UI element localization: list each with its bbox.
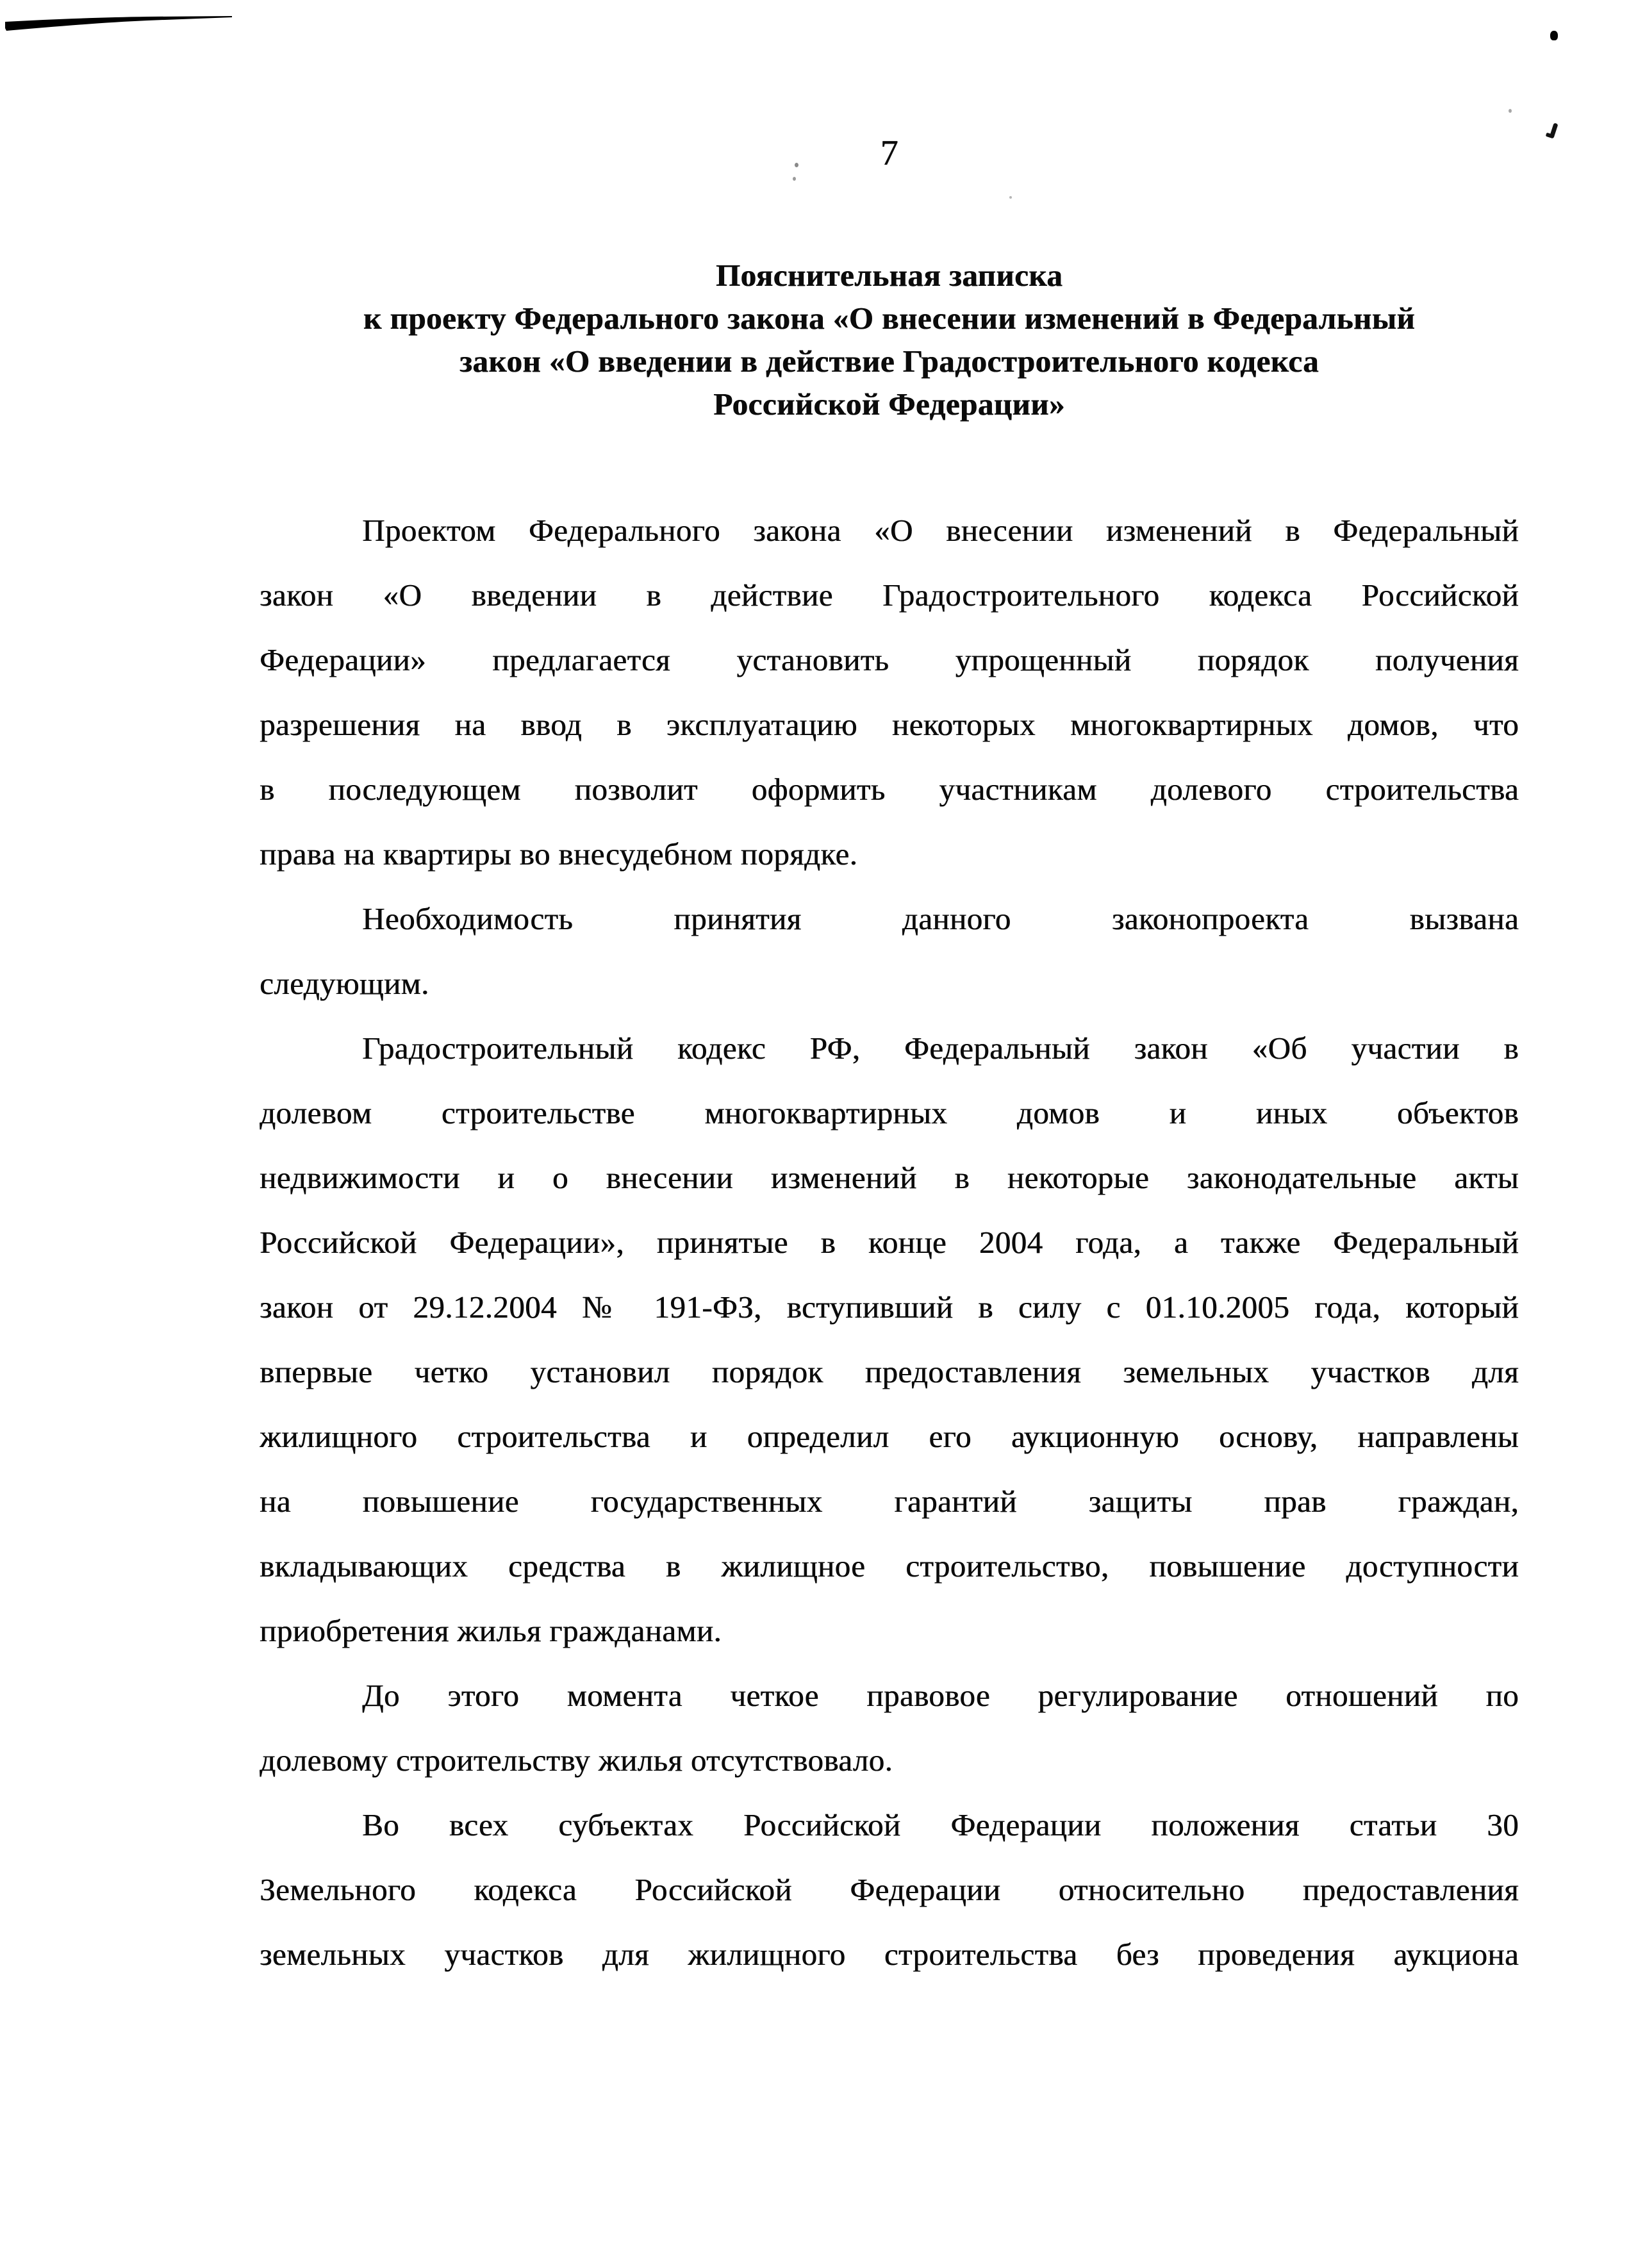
text-line: недвижимости и о внесении изменений в некоторые законодательные акты	[260, 1160, 1519, 1195]
text-line: приобретения жилья гражданами.	[260, 1613, 722, 1648]
paragraph	[260, 1792, 1519, 1987]
paragraph	[260, 498, 1519, 886]
title-line: Российской Федерации»	[713, 386, 1065, 422]
text-line: Необходимость принятия данного законопроекта вызвана	[362, 901, 1519, 936]
text-line: вкладывающих средства в жилищное строительство, повышение доступности	[260, 1548, 1519, 1584]
scan-speck-artifact	[793, 177, 796, 181]
text-line: долевом строительстве многоквартирных домов и иных объектов	[260, 1095, 1519, 1130]
text-line: долевому строительству жилья отсутствовало.	[260, 1742, 893, 1778]
scan-speck-artifact	[1009, 196, 1012, 199]
document-title	[260, 254, 1519, 426]
text-line: Федерации» предлагается установить упрощенный порядок получения	[260, 642, 1519, 677]
title-line: закон «О введении в действие Градостроительного кодекса	[459, 344, 1319, 379]
scan-streak-artifact	[0, 0, 256, 38]
text-line: Во всех субъектах Российской Федерации положения статьи 30	[362, 1807, 1519, 1842]
text-line: жилищного строительства и определил его аукционную основу, направлены	[260, 1419, 1519, 1454]
text-line: следующим.	[260, 966, 429, 1001]
text-line: До этого момента четкое правовое регулирование отношений по	[362, 1678, 1519, 1713]
page-number: 7	[880, 133, 898, 173]
paragraph	[260, 1016, 1519, 1663]
text-line: закон «О введении в действие Градостроительного кодекса Российской	[260, 577, 1519, 613]
title-line: к проекту Федерального закона «О внесении изменений в Федеральный	[363, 301, 1416, 336]
text-line: на повышение государственных гарантий защиты прав граждан,	[260, 1484, 1519, 1519]
text-line: в последующем позволит оформить участникам долевого строительства	[260, 772, 1519, 807]
text-line: закон от 29.12.2004 № 191-ФЗ, вступивший в силу с 01.10.2005 года, который	[260, 1289, 1519, 1325]
ink-dot-artifact	[1550, 31, 1558, 40]
text-line: Российской Федерации», принятые в конце 2004 года, а также Федеральный	[260, 1225, 1519, 1260]
document-body	[260, 498, 1519, 1987]
text-line: Градостроительный кодекс РФ, Федеральный закон «Об участии в	[362, 1031, 1519, 1066]
title-line: Пояснительная записка	[715, 258, 1063, 293]
text-line: впервые четко установил порядок предоставления земельных участков для	[260, 1354, 1519, 1389]
text-line: Земельного кодекса Российской Федерации относительно предоставления	[260, 1872, 1519, 1907]
text-line: разрешения на ввод в эксплуатацию некоторых многоквартирных домов, что	[260, 707, 1519, 742]
text-line: Проектом Федерального закона «О внесении изменений в Федеральный	[362, 513, 1519, 548]
ink-mark-artifact	[1549, 123, 1558, 139]
paragraph	[260, 1663, 1519, 1792]
text-line: земельных участков для жилищного строительства без проведения аукциона	[260, 1937, 1519, 1972]
scan-speck-artifact	[1509, 109, 1512, 113]
text-line: права на квартиры во внесудебном порядке.	[260, 836, 858, 872]
paragraph	[260, 886, 1519, 1016]
